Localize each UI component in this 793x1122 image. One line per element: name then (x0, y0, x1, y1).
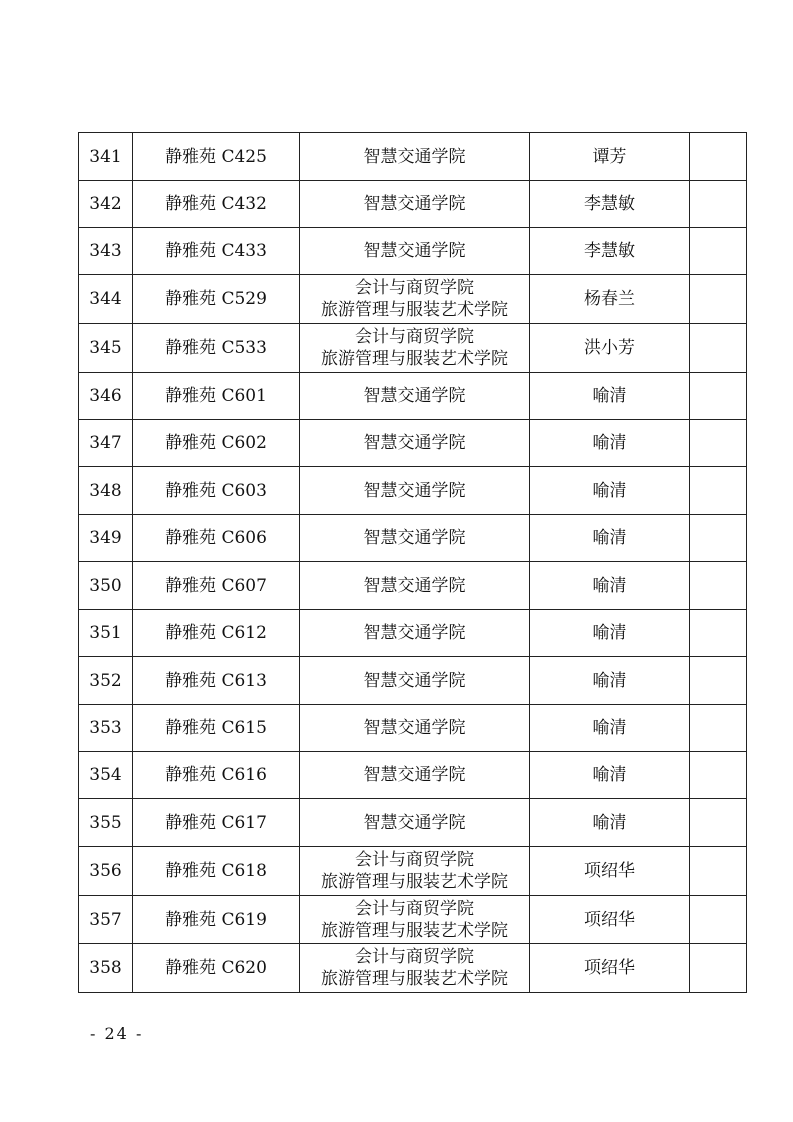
responsible-person-cell: 喻清 (530, 515, 690, 562)
responsible-person-cell: 项绍华 (530, 944, 690, 993)
note-cell (690, 373, 747, 420)
department-cell (300, 944, 530, 993)
responsible-person-cell: 洪小芳 (530, 324, 690, 373)
row-number-cell: 343 (79, 228, 133, 275)
department-name: 智慧交通学院 (363, 765, 466, 785)
table-row (79, 610, 747, 657)
row-number-cell: 352 (79, 657, 133, 705)
row-number-cell: 356 (79, 847, 133, 896)
department-name: 智慧交通学院 (363, 241, 466, 261)
department-name: 智慧交通学院 (363, 433, 466, 453)
row-number-cell: 344 (79, 275, 133, 324)
department-name: 旅游管理与服装艺术学院 (321, 300, 508, 320)
table-row (79, 420, 747, 467)
row-number-cell: 342 (79, 181, 133, 228)
room-cell: 静雅苑 C529 (133, 275, 300, 324)
row-number-cell: 341 (79, 133, 133, 181)
note-cell (690, 847, 747, 896)
note-cell (690, 467, 747, 515)
room-cell: 静雅苑 C620 (133, 944, 300, 993)
room-cell: 静雅苑 C601 (133, 373, 300, 420)
room-cell: 静雅苑 C603 (133, 467, 300, 515)
department-cell (300, 515, 530, 562)
responsible-person-cell: 杨春兰 (530, 275, 690, 324)
note-cell (690, 896, 747, 944)
note-cell (690, 133, 747, 181)
responsible-person-cell: 喻清 (530, 657, 690, 705)
table-row (79, 373, 747, 420)
room-cell: 静雅苑 C533 (133, 324, 300, 373)
note-cell (690, 610, 747, 657)
note-cell (690, 515, 747, 562)
responsible-person-cell: 喻清 (530, 752, 690, 799)
table-row (79, 324, 747, 373)
department-name: 智慧交通学院 (363, 670, 466, 691)
room-cell: 静雅苑 C432 (133, 181, 300, 228)
department-cell (300, 275, 530, 324)
responsible-person-cell: 谭芳 (530, 133, 690, 181)
responsible-person-cell: 喻清 (530, 420, 690, 467)
department-name: 智慧交通学院 (363, 480, 466, 501)
responsible-person-cell: 喻清 (530, 705, 690, 752)
table-row (79, 467, 747, 515)
department-cell (300, 373, 530, 420)
note-cell (690, 657, 747, 705)
room-cell: 静雅苑 C612 (133, 610, 300, 657)
department-cell (300, 420, 530, 467)
row-number-cell: 345 (79, 324, 133, 373)
room-cell: 静雅苑 C606 (133, 515, 300, 562)
row-number-cell: 350 (79, 562, 133, 610)
department-name: 旅游管理与服装艺术学院 (321, 920, 508, 941)
room-assignment-table (78, 132, 747, 993)
note-cell (690, 228, 747, 275)
department-cell (300, 133, 530, 181)
responsible-person-cell: 李慧敏 (530, 228, 690, 275)
table-row (79, 515, 747, 562)
row-number-cell: 355 (79, 799, 133, 847)
table-row (79, 657, 747, 705)
department-cell (300, 610, 530, 657)
room-cell: 静雅苑 C615 (133, 705, 300, 752)
note-cell (690, 752, 747, 799)
department-cell (300, 705, 530, 752)
responsible-person-cell: 喻清 (530, 562, 690, 610)
table-row (79, 799, 747, 847)
room-cell: 静雅苑 C425 (133, 133, 300, 181)
row-number-cell: 347 (79, 420, 133, 467)
row-number-cell: 358 (79, 944, 133, 993)
page-number: - 24 - (90, 1024, 144, 1043)
note-cell (690, 562, 747, 610)
note-cell (690, 324, 747, 373)
row-number-cell: 351 (79, 610, 133, 657)
department-name: 智慧交通学院 (363, 623, 466, 643)
note-cell (690, 181, 747, 228)
room-cell: 静雅苑 C619 (133, 896, 300, 944)
responsible-person-cell: 喻清 (530, 373, 690, 420)
department-name: 智慧交通学院 (363, 812, 466, 833)
room-cell: 静雅苑 C607 (133, 562, 300, 610)
table-row (79, 181, 747, 228)
department-name: 智慧交通学院 (363, 528, 466, 548)
row-number-cell: 354 (79, 752, 133, 799)
table-row (79, 133, 747, 181)
table-row (79, 847, 747, 896)
department-name: 智慧交通学院 (363, 575, 466, 596)
table-row (79, 944, 747, 993)
note-cell (690, 420, 747, 467)
department-cell (300, 467, 530, 515)
responsible-person-cell: 李慧敏 (530, 181, 690, 228)
department-name: 会计与商贸学院 (355, 947, 474, 967)
department-cell (300, 847, 530, 896)
table-body (79, 133, 747, 993)
note-cell (690, 275, 747, 324)
department-name: 智慧交通学院 (363, 194, 466, 214)
note-cell (690, 944, 747, 993)
department-name: 旅游管理与服装艺术学院 (321, 872, 508, 892)
department-name: 会计与商贸学院 (355, 278, 474, 298)
department-cell (300, 562, 530, 610)
department-name: 会计与商贸学院 (355, 850, 474, 870)
row-number-cell: 348 (79, 467, 133, 515)
room-cell: 静雅苑 C433 (133, 228, 300, 275)
table-row (79, 896, 747, 944)
table-row (79, 228, 747, 275)
department-name: 会计与商贸学院 (355, 898, 474, 919)
department-name: 智慧交通学院 (363, 386, 466, 406)
row-number-cell: 357 (79, 896, 133, 944)
department-name: 会计与商贸学院 (355, 327, 474, 347)
note-cell (690, 799, 747, 847)
table-row (79, 705, 747, 752)
table-row (79, 275, 747, 324)
department-name: 智慧交通学院 (363, 718, 466, 738)
room-cell: 静雅苑 C618 (133, 847, 300, 896)
department-cell (300, 228, 530, 275)
department-cell (300, 324, 530, 373)
responsible-person-cell: 喻清 (530, 610, 690, 657)
table-row (79, 562, 747, 610)
note-cell (690, 705, 747, 752)
responsible-person-cell: 项绍华 (530, 896, 690, 944)
department-name: 旅游管理与服装艺术学院 (321, 969, 508, 989)
room-cell: 静雅苑 C613 (133, 657, 300, 705)
row-number-cell: 346 (79, 373, 133, 420)
department-name: 智慧交通学院 (363, 146, 466, 167)
row-number-cell: 349 (79, 515, 133, 562)
department-cell (300, 181, 530, 228)
responsible-person-cell: 喻清 (530, 467, 690, 515)
department-cell (300, 896, 530, 944)
responsible-person-cell: 项绍华 (530, 847, 690, 896)
room-cell: 静雅苑 C616 (133, 752, 300, 799)
room-cell: 静雅苑 C617 (133, 799, 300, 847)
department-cell (300, 799, 530, 847)
room-cell: 静雅苑 C602 (133, 420, 300, 467)
department-cell (300, 657, 530, 705)
department-cell (300, 752, 530, 799)
department-name: 旅游管理与服装艺术学院 (321, 349, 508, 369)
table-row (79, 752, 747, 799)
row-number-cell: 353 (79, 705, 133, 752)
responsible-person-cell: 喻清 (530, 799, 690, 847)
